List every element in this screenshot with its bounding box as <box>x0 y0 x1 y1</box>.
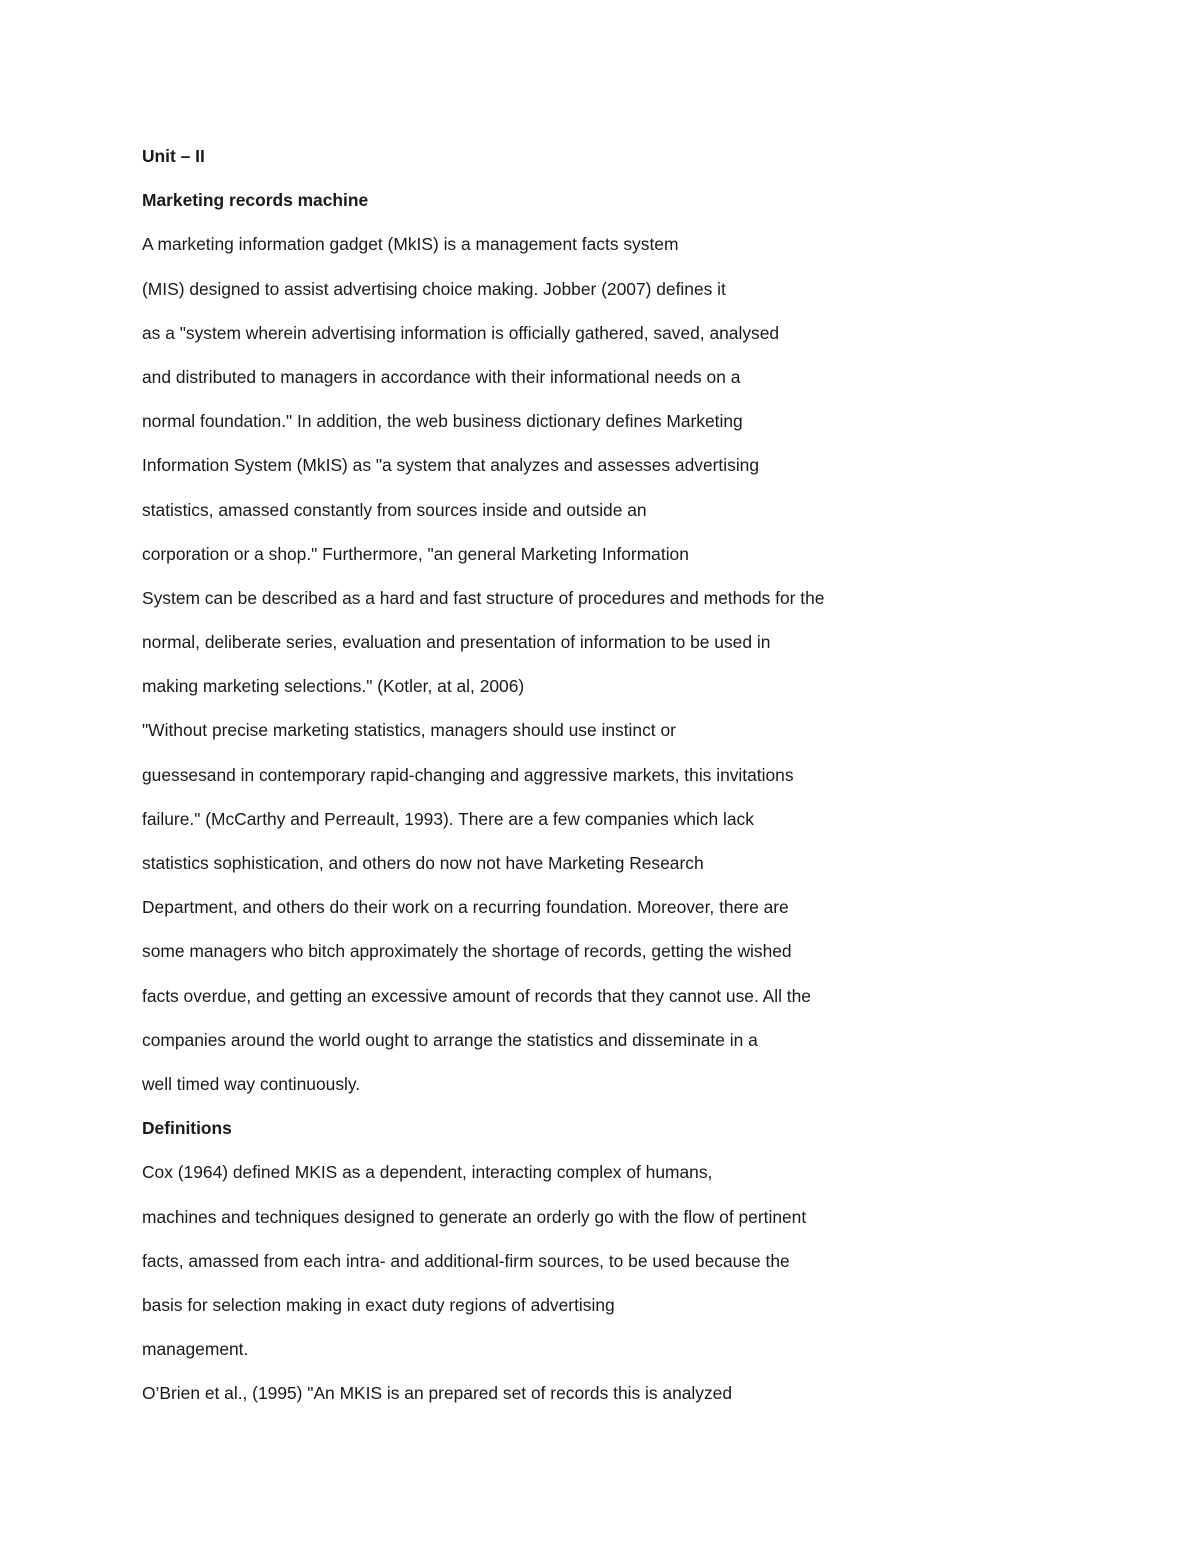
paragraph-line: machines and techniques designed to generate an orderly go with the flow of pertinent <box>142 1206 807 1227</box>
paragraph-line: guessesand in contemporary rapid-changing and aggressive markets, this invitations <box>142 764 794 785</box>
paragraph-line: System can be described as a hard and fast structure of procedures and methods for the <box>142 587 825 608</box>
paragraph-line: as a "system wherein advertising information is officially gathered, saved, analysed <box>142 322 780 343</box>
paragraph-line: "Without precise marketing statistics, managers should use instinct or <box>142 720 676 741</box>
paragraph-line: well timed way continuously. <box>142 1073 361 1094</box>
paragraph-line: and distributed to managers in accordance with their informational needs on a <box>142 366 741 387</box>
paragraph-line: Cox (1964) defined MKIS as a dependent, interacting complex of humans, <box>142 1162 713 1183</box>
paragraph-line: statistics, amassed constantly from sources inside and outside an <box>142 499 647 520</box>
section-title: Marketing records machine <box>142 190 369 211</box>
paragraph-line: failure." (McCarthy and Perreault, 1993). There are a few companies which lack <box>142 808 754 829</box>
paragraph-line: management. <box>142 1339 249 1360</box>
document-body <box>142 142 1142 1423</box>
paragraph-line: basis for selection making in exact duty regions of advertising <box>142 1294 615 1315</box>
paragraph-line: Information System (MkIS) as "a system that analyzes and assesses advertising <box>142 455 760 476</box>
paragraph-line: making marketing selections." (Kotler, at al, 2006) <box>142 676 525 697</box>
paragraph-line: facts, amassed from each intra- and additional-firm sources, to be used because the <box>142 1250 790 1271</box>
paragraph-line: some managers who bitch approximately the shortage of records, getting the wished <box>142 941 792 962</box>
definitions-heading: Definitions <box>142 1118 232 1139</box>
paragraph-line: A marketing information gadget (MkIS) is a management facts system <box>142 234 679 255</box>
paragraph-line: facts overdue, and getting an excessive amount of records that they cannot use. All the <box>142 985 811 1006</box>
paragraph-line: corporation or a shop." Furthermore, "an general Marketing Information <box>142 543 689 564</box>
paragraph-line: normal, deliberate series, evaluation and presentation of information to be used in <box>142 632 771 653</box>
paragraph-line: statistics sophistication, and others do now not have Marketing Research <box>142 853 704 873</box>
paragraph-line: (MIS) designed to assist advertising choice making. Jobber (2007) defines it <box>142 278 726 299</box>
paragraph-line: O’Brien et al., (1995) "An MKIS is an prepared set of records this is analyzed <box>142 1383 733 1404</box>
paragraph-line: Department, and others do their work on a recurring foundation. Moreover, there are <box>142 897 789 918</box>
paragraph-line: companies around the world ought to arrange the statistics and disseminate in a <box>142 1029 758 1050</box>
paragraph-line: normal foundation." In addition, the web business dictionary defines Marketing <box>142 411 743 432</box>
unit-heading: Unit – II <box>142 146 205 166</box>
